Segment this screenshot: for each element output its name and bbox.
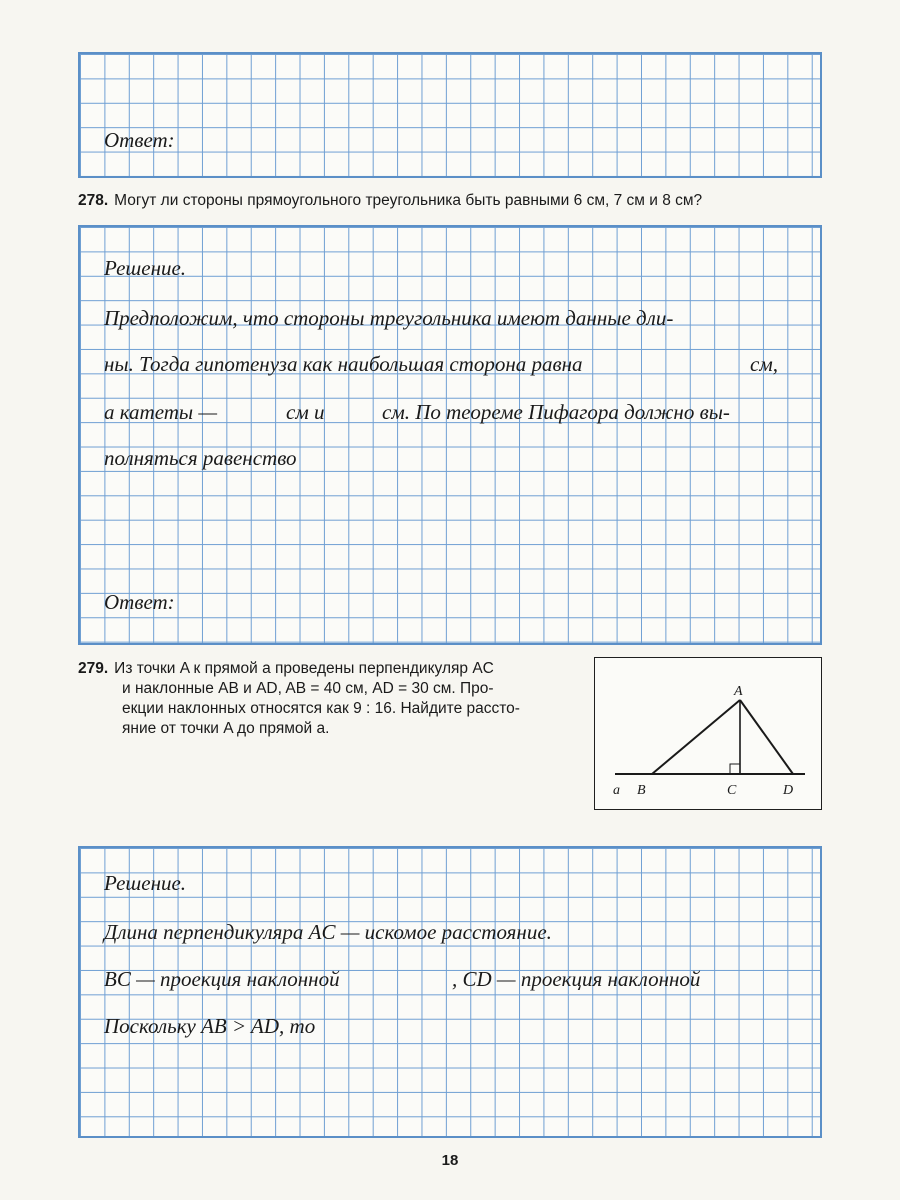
solution-line-4: полняться равенство <box>104 446 297 470</box>
task-text-line-1: Из точки A к прямой a проведены перпендикуляр AC <box>114 660 494 677</box>
right-angle-mark <box>730 764 740 774</box>
task-number: 279. <box>78 660 109 677</box>
answer-grid-top[interactable] <box>78 52 822 178</box>
solution-line-3-mid: см и <box>286 400 325 424</box>
segment-ad <box>740 700 793 774</box>
solution-grid-278[interactable] <box>78 225 822 645</box>
solution-line-1: Предположим, что стороны треугольника имеют данные дли- <box>104 306 674 330</box>
task-text-line-4: яние от точки A до прямой a. <box>122 720 330 737</box>
solution-line-2-end: , CD — проекция наклонной <box>452 967 701 991</box>
label-a: a <box>613 783 620 798</box>
task-number: 278. <box>78 192 109 209</box>
task-text-line-3: екции наклонных относятся как 9 : 16. Найдите рассто- <box>122 700 520 717</box>
task-text: Могут ли стороны прямоугольного треугольника быть равными 6 см, 7 см и 8 см? <box>114 192 703 209</box>
solution-line-2-start: BC — проекция наклонной <box>104 967 340 991</box>
label-C: C <box>727 783 737 798</box>
solution-line-2-unit: см, <box>750 352 778 376</box>
solution-line-3-end: см. По теореме Пифагора должно вы- <box>382 400 730 424</box>
solution-line-2: ны. Тогда гипотенуза как наибольшая сторона равна <box>104 352 583 376</box>
solution-label: Решение. <box>104 871 187 895</box>
answer-label-278: Ответ: <box>104 590 175 614</box>
solution-label: Решение. <box>104 256 187 280</box>
solution-line-3: Поскольку AB > AD, то <box>104 1014 316 1038</box>
task-text-line-2: и наклонные AB и AD, AB = 40 см, AD = 30 см. Про- <box>122 680 494 697</box>
page-number: 18 <box>441 1152 459 1169</box>
label-D: D <box>783 783 794 798</box>
answer-label-top: Ответ: <box>104 128 175 152</box>
task-279-question <box>78 659 578 739</box>
task-278-question <box>78 191 838 211</box>
solution-line-3-start: а катеты — <box>104 400 218 424</box>
label-A: A <box>734 684 743 699</box>
geometry-figure <box>594 657 822 810</box>
segment-ab <box>652 700 740 774</box>
label-B: B <box>637 783 646 798</box>
solution-grid-279[interactable] <box>78 846 822 1138</box>
solution-line-1: Длина перпендикуляра AC — искомое расстояние. <box>104 920 552 944</box>
